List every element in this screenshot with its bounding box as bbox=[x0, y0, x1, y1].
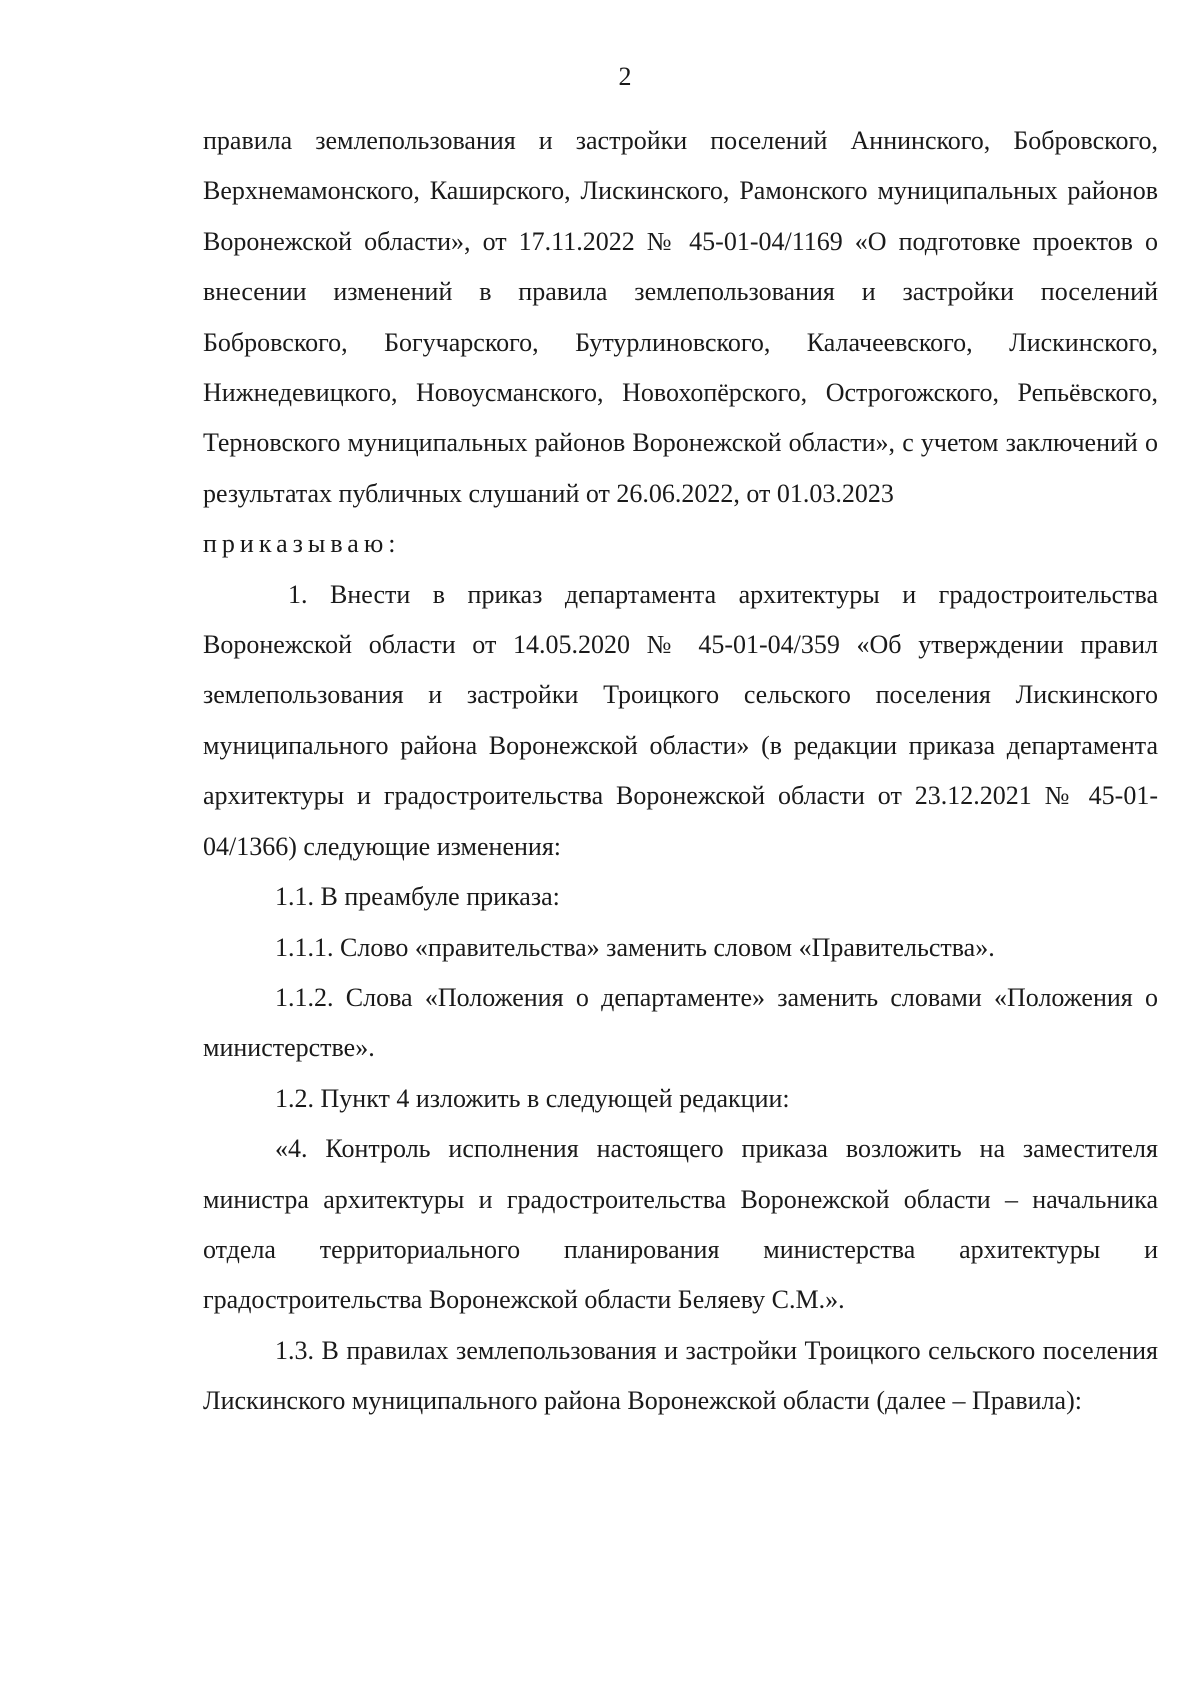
document-body bbox=[203, 116, 1158, 1427]
page-number: 2 bbox=[618, 62, 632, 91]
item-1-2: 1.2. Пункт 4 изложить в следующей редакции: bbox=[275, 1083, 790, 1113]
item-1-1: 1.1. В преамбуле приказа: bbox=[275, 882, 560, 912]
order-word: приказываю: bbox=[203, 529, 401, 559]
item-1: 1. Внести в приказ департамента архитектуры и градостроительства Воронежской области от 14.05.2020 № 45-01-04/359 «Об утверждении правил землепользования и застройки Троицкого сельского поселения Лискинского муниципального района Воронежской области» (в редакции приказа департамента архитектуры и градостроительства Воронежской области от 23.12.2021 № 45-01-04/1366) следующие изменения: bbox=[203, 579, 1158, 861]
item-1-2-text: «4. Контроль исполнения настоящего приказа возложить на заместителя министра архитектуры и градостроительства Воронежской области – начальника отдела территориального планирования министерства архитектуры и градостроительства Воронежской области Беляеву С.М.». bbox=[203, 1134, 1158, 1315]
intro-paragraph: правила землепользования и застройки поселений Аннинского, Бобровского, Верхнемамонского, Каширского, Лискинского, Рамонского муниципальных районов Воронежской области», от 17.11.2022 № 45-01-04/1169 «О подготовке проектов о внесении изменений в правила землепользования и застройки поселений Бобровского, Богучарского, Бутурлиновского, Калачеевского, Лискинского, Нижнедевицкого, Новоусманского, Новохопёрского, Острогожского, Репьёвского, Терновского муниципальных районов Воронежской области», с учетом заключений о результатах публичных слушаний от 26.06.2022, от 01.03.2023 bbox=[203, 126, 1158, 508]
item-1-1-1: 1.1.1. Слово «правительства» заменить словом «Правительства». bbox=[275, 932, 995, 962]
item-1-1-2: 1.1.2. Слова «Положения о департаменте» заменить словами «Положения о министерстве». bbox=[203, 982, 1158, 1063]
item-1-3: 1.3. В правилах землепользования и застройки Троицкого сельского поселения Лискинского муниципального района Воронежской области (далее – Правила): bbox=[203, 1335, 1158, 1416]
